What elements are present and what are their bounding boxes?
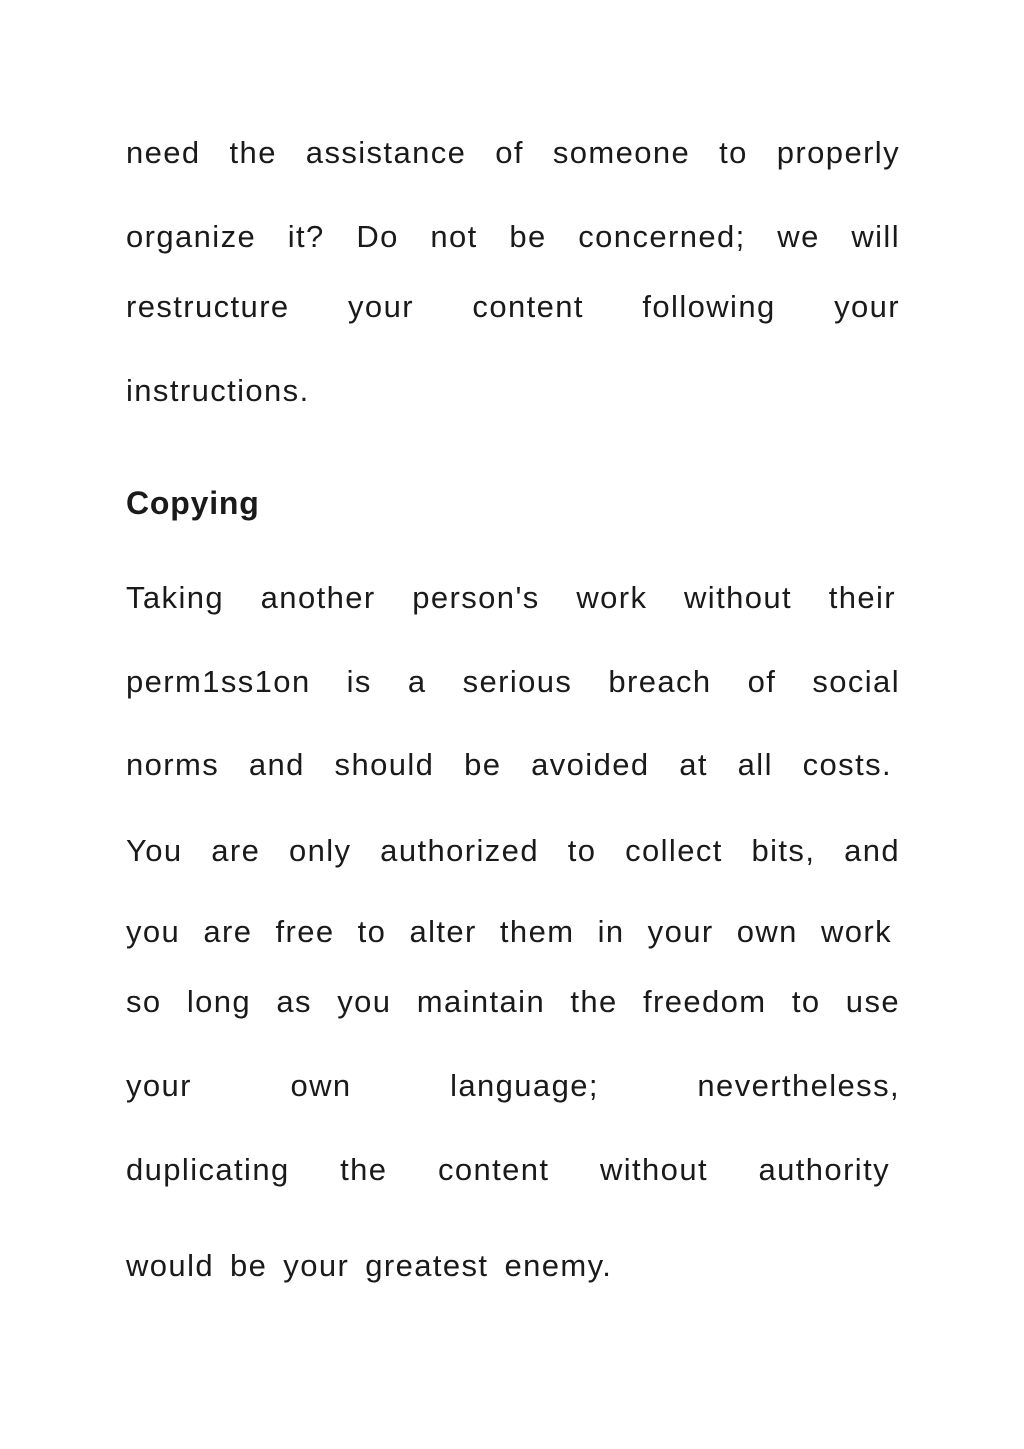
paragraph-line: restructure your content following your: [126, 289, 900, 324]
paragraph-line: You are only authorized to collect bits, and: [126, 833, 900, 868]
paragraph-line: perm1ss1on is a serious breach of social: [126, 664, 900, 699]
paragraph-line: Taking another person's work without their: [126, 580, 896, 615]
paragraph-line: instructions.: [126, 373, 310, 408]
paragraph-line: would be your greatest enemy.: [126, 1248, 613, 1283]
paragraph-line: norms and should be avoided at all costs.: [126, 747, 892, 782]
paragraph-line: duplicating the content without authority: [126, 1152, 890, 1187]
paragraph-line: your own language; nevertheless,: [126, 1068, 900, 1103]
paragraph-line: so long as you maintain the freedom to use: [126, 984, 900, 1019]
section-heading: Copying: [126, 485, 260, 521]
paragraph-line: need the assistance of someone to properly: [126, 135, 900, 170]
paragraph-line: organize it? Do not be concerned; we will: [126, 219, 900, 254]
paragraph-line: you are free to alter them in your own work: [126, 914, 892, 949]
